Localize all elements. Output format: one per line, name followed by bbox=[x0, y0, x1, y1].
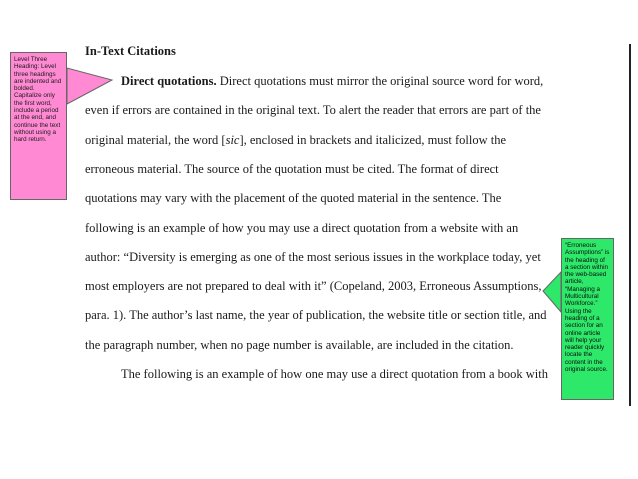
line-text: para. 1). The author’s last name, the year of publication, the website title or section title, and bbox=[85, 308, 547, 323]
left-callout-pointer bbox=[67, 68, 112, 104]
line-text: ], enclosed in brackets and italicized, must follow the bbox=[239, 132, 507, 147]
line-text: author: “Diversity is emerging as one of the most serious issues in the workplace today, yet bbox=[85, 249, 541, 264]
line-text: even if errors are contained in the original text. To alert the reader that errors are part of the bbox=[85, 103, 541, 118]
erroneous-assumptions-callout: “Erroneous Assumptions” is the heading of a section within the web-based article, “Managing a Multicultural Workforce.” Using the heading of a section for an online article will help your reader quickly locate the content in the original source. bbox=[561, 238, 614, 400]
line-text: The following is an example of how one may use a direct quotation from a book with bbox=[121, 367, 548, 381]
line-text: original material, the word [ bbox=[85, 132, 226, 147]
line-text: quotations may vary with the placement of the quoted material in the sentence. The bbox=[85, 191, 502, 206]
section-heading: In-Text Citations bbox=[85, 44, 176, 58]
right-callout-pointer bbox=[543, 272, 561, 312]
line-text: following is an example of how you may use a direct quotation from a website with an bbox=[85, 220, 519, 235]
line-text: erroneous material. The source of the quotation must be cited. The format of direct bbox=[85, 161, 499, 176]
line-text: Direct quotations must mirror the original source word for word, bbox=[216, 74, 544, 88]
line-text: most employers are not prepared to deal with it” (Copeland, 2003, Erroneous Assumptions, bbox=[85, 279, 542, 294]
italic-word: sic bbox=[225, 132, 240, 147]
line-text: the paragraph number, when no page number is available, are included in the citation. bbox=[85, 337, 514, 352]
level-three-heading-callout: Level Three Heading: Level three headings are indented and bolded. Capitalize only the first word, include a period at the end, and continue the text without using a hard return. bbox=[10, 52, 67, 200]
run-in-heading: Direct quotations. bbox=[121, 74, 217, 88]
